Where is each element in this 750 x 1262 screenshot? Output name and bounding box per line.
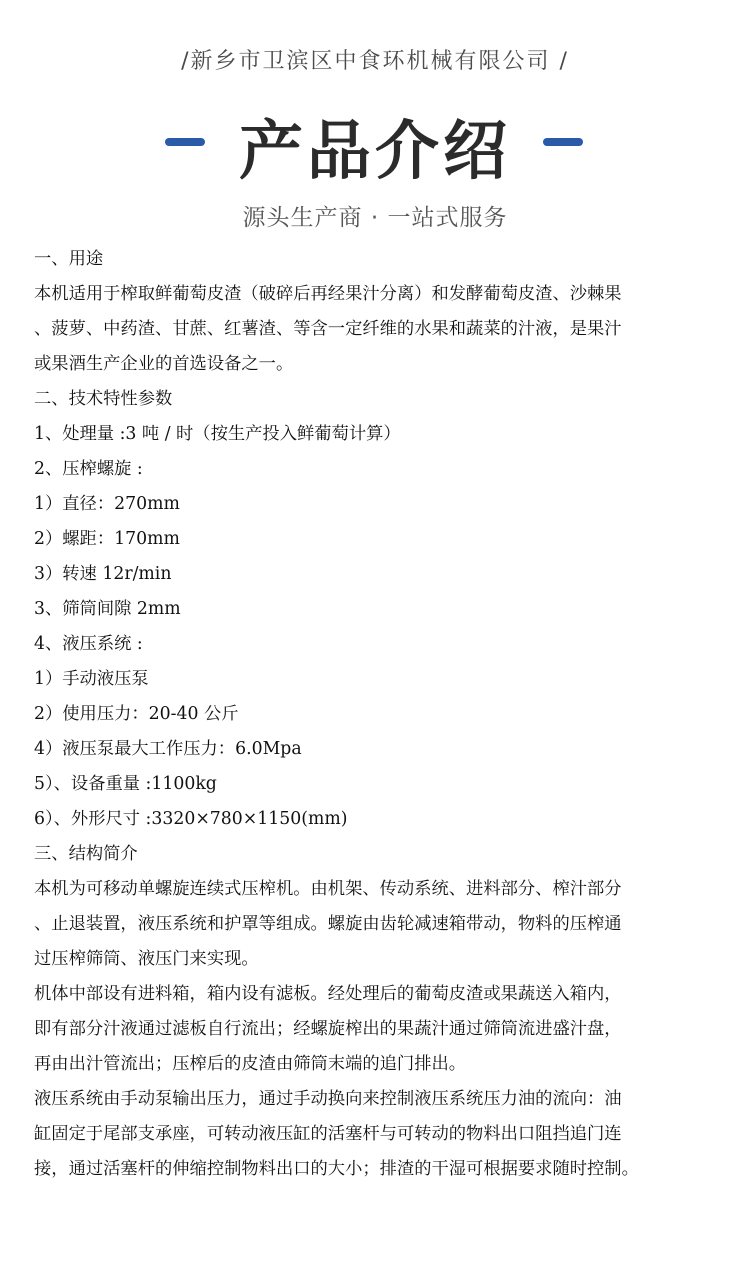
text-line: 本机为可移动单螺旋连续式压榨机。由机架、传动系统、进料部分、榨汁部分 <box>34 879 622 899</box>
text-line: 2）使用压力：20-40 公斤 <box>34 704 239 724</box>
text-line: 1）直径：270mm <box>34 494 180 514</box>
text-line: 、菠萝、中药渣、甘蔗、红薯渣、等含一定纤维的水果和蔬菜的汁液，是果汁 <box>34 319 622 339</box>
text-line: 6）、外形尺寸 :3320×780×1150(mm) <box>34 809 348 829</box>
text-line: 液压系统由手动泵输出压力，通过手动换向来控制液压系统压力油的流向：油 <box>34 1089 622 1109</box>
text-line: 2）螺距：170mm <box>34 529 180 549</box>
text-line: 接，通过活塞杆的伸缩控制物料出口的大小；排渣的干湿可根据要求随时控制。 <box>34 1159 639 1179</box>
text-line: 本机适用于榨取鲜葡萄皮渣（破碎后再经果汁分离）和发酵葡萄皮渣、沙棘果 <box>34 284 622 304</box>
text-line: 一、用途 <box>34 249 104 269</box>
text-line: 即有部分汁液通过滤板自行流出；经螺旋榨出的果蔬汁通过筛筒流进盛汁盘， <box>34 1019 622 1039</box>
text-line: 再由出汁管流出；压榨后的皮渣由筛筒末端的追门排出。 <box>34 1054 467 1074</box>
text-line: 4、液压系统 : <box>34 634 143 654</box>
text-line: 二、技术特性参数 <box>34 389 173 409</box>
page-title: 产品介绍 <box>239 115 511 189</box>
text-line: 5）、设备重量 :1100kg <box>34 774 217 794</box>
title-row <box>0 100 750 190</box>
text-line: 1）手动液压泵 <box>34 669 149 689</box>
text-line: 三、结构简介 <box>34 844 138 864</box>
company-name: /新乡市卫滨区中食环机械有限公司 / <box>181 49 569 74</box>
text-line: 3、筛筒间隙 2mm <box>34 599 181 619</box>
text-line: 1、处理量 :3 吨 / 时（按生产投入鲜葡萄计算） <box>34 424 401 444</box>
text-line: 3）转速 12r/min <box>34 564 172 584</box>
text-line: 、止退装置，液压系统和护罩等组成。螺旋由齿轮减速箱带动，物料的压榨通 <box>34 914 622 934</box>
text-line: 4）液压泵最大工作压力：6.0Mpa <box>34 739 302 759</box>
text-line: 缸固定于尾部支承座，可转动液压缸的活塞杆与可转动的物料出口阻挡追门连 <box>34 1124 622 1144</box>
text-line: 过压榨筛筒、液压门来实现。 <box>34 949 259 969</box>
product-description <box>34 242 734 1187</box>
title-dash-right <box>543 138 583 146</box>
page-subtitle: 源头生产商 · 一站式服务 <box>242 205 508 231</box>
text-line: 2、压榨螺旋 : <box>34 459 143 479</box>
text-line: 或果酒生产企业的首选设备之一。 <box>34 354 294 374</box>
text-line: 机体中部设有进料箱，箱内设有滤板。经处理后的葡萄皮渣或果蔬送入箱内， <box>34 984 622 1004</box>
